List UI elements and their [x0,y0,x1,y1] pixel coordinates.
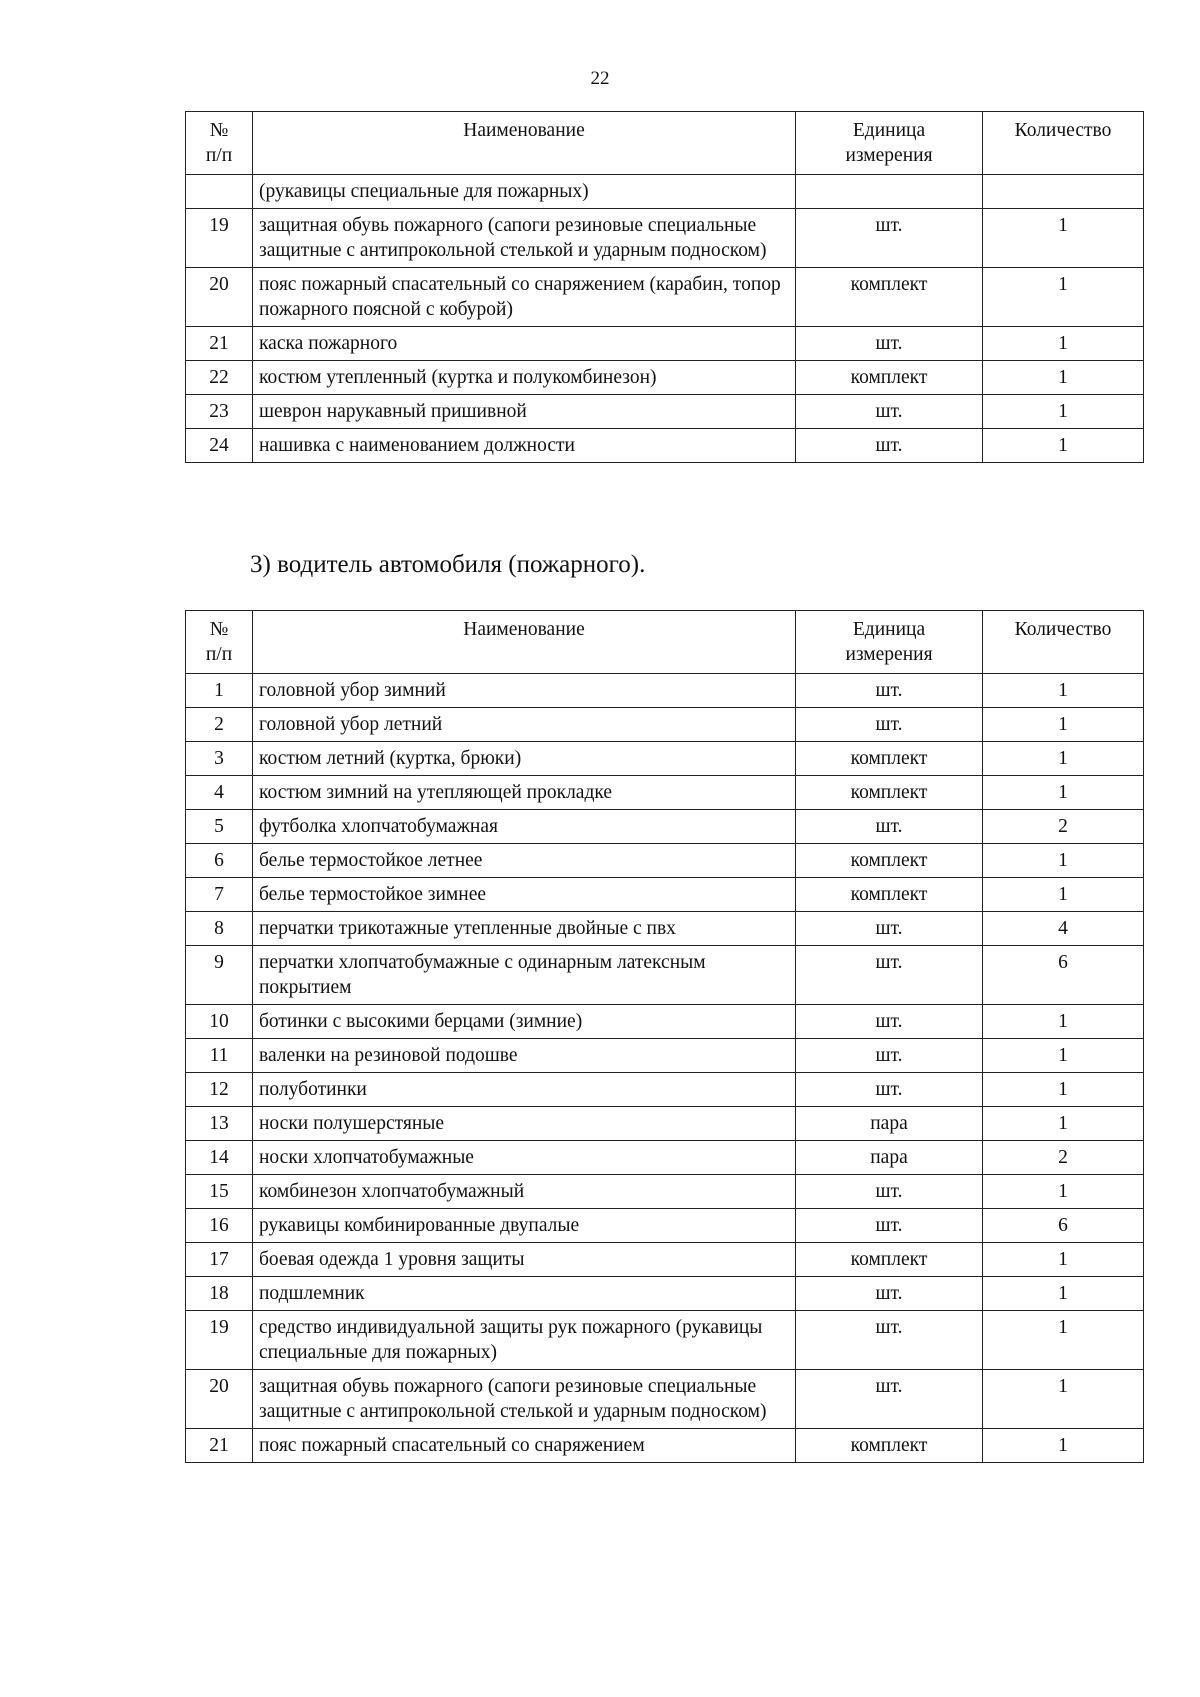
header-text: Единица измерения [845,120,933,166]
item-name: ботинки с высокими берцами (зимние) [253,1005,796,1039]
table-row [186,912,1144,946]
row-number: 9 [186,946,253,1005]
row-number: 11 [186,1039,253,1073]
header-text: Наименование [463,120,585,141]
quantity: 1 [983,674,1144,708]
item-name: полуботинки [253,1073,796,1107]
unit-of-measure: комплект [796,268,983,327]
item-name: костюм утепленный (куртка и полукомбинезон) [253,361,796,395]
item-name: комбинезон хлопчатобумажный [253,1175,796,1209]
unit-of-measure: шт. [796,946,983,1005]
quantity: 4 [983,912,1144,946]
quantity: 1 [983,361,1144,395]
unit-of-measure: комплект [796,361,983,395]
item-name: валенки на резиновой подошве [253,1039,796,1073]
unit-of-measure: шт. [796,429,983,463]
row-number: 8 [186,912,253,946]
table-row [186,844,1144,878]
quantity: 1 [983,1429,1144,1463]
row-number: 5 [186,810,253,844]
column-header-name [253,112,796,175]
header-text: № п/п [205,619,233,665]
unit-of-measure: шт. [796,1005,983,1039]
table-row [186,268,1144,327]
table-row [186,1005,1144,1039]
quantity: 1 [983,1039,1144,1073]
header-text: Единица измерения [845,619,933,665]
row-number: 20 [186,1370,253,1429]
table-body [186,674,1144,1463]
row-number: 23 [186,395,253,429]
row-number: 4 [186,776,253,810]
item-name: перчатки трикотажные утепленные двойные с пвх [253,912,796,946]
row-number: 19 [186,1311,253,1370]
row-number: 16 [186,1209,253,1243]
item-name: средство индивидуальной защиты рук пожарного (рукавицы специальные для пожарных) [253,1311,796,1370]
row-number [186,175,253,209]
unit-of-measure: шт. [796,1039,983,1073]
table-row [186,1107,1144,1141]
table-row [186,361,1144,395]
quantity [983,175,1144,209]
quantity: 1 [983,395,1144,429]
quantity: 6 [983,946,1144,1005]
quantity: 1 [983,1073,1144,1107]
quantity: 1 [983,742,1144,776]
column-header-number [186,112,253,175]
row-number: 20 [186,268,253,327]
item-name: подшлемник [253,1277,796,1311]
unit-of-measure: комплект [796,776,983,810]
item-name: носки хлопчатобумажные [253,1141,796,1175]
quantity: 1 [983,268,1144,327]
table-row [186,1311,1144,1370]
table-row [186,395,1144,429]
table-row [186,429,1144,463]
unit-of-measure: комплект [796,742,983,776]
column-header-quantity [983,611,1144,674]
unit-of-measure: пара [796,1107,983,1141]
item-name: белье термостойкое зимнее [253,878,796,912]
item-name: (рукавицы специальные для пожарных) [253,175,796,209]
quantity: 6 [983,1209,1144,1243]
unit-of-measure: шт. [796,1073,983,1107]
driver-equipment-table [185,610,1144,1463]
quantity: 1 [983,878,1144,912]
quantity: 1 [983,776,1144,810]
unit-of-measure: шт. [796,912,983,946]
row-number: 1 [186,674,253,708]
unit-of-measure [796,175,983,209]
unit-of-measure: пара [796,1141,983,1175]
item-name: носки полушерстяные [253,1107,796,1141]
table-row [186,1039,1144,1073]
item-name: пояс пожарный спасательный со снаряжением (карабин, топор пожарного поясной с кобурой) [253,268,796,327]
quantity: 1 [983,1243,1144,1277]
row-number: 12 [186,1073,253,1107]
column-header-unit [796,112,983,175]
header-text: Количество [1014,120,1112,141]
item-name: пояс пожарный спасательный со снаряжением [253,1429,796,1463]
unit-of-measure: комплект [796,878,983,912]
unit-of-measure: шт. [796,327,983,361]
row-number: 19 [186,209,253,268]
quantity: 1 [983,844,1144,878]
row-number: 22 [186,361,253,395]
table-row [186,1243,1144,1277]
quantity: 2 [983,1141,1144,1175]
table-header-row [186,611,1144,674]
column-header-number [186,611,253,674]
table-row [186,175,1144,209]
table-row [186,1175,1144,1209]
table-row [186,1277,1144,1311]
item-name: белье термостойкое летнее [253,844,796,878]
row-number: 13 [186,1107,253,1141]
page-number: 22 [590,68,610,89]
row-number: 15 [186,1175,253,1209]
section-heading: 3) водитель автомобиля (пожарного). [250,551,646,578]
item-name: рукавицы комбинированные двупалые [253,1209,796,1243]
item-name: защитная обувь пожарного (сапоги резиновые специальные защитные с антипрокольной стелькой и ударным подноском) [253,1370,796,1429]
row-number: 21 [186,327,253,361]
unit-of-measure: шт. [796,1370,983,1429]
table-row [186,1209,1144,1243]
table-row [186,776,1144,810]
unit-of-measure: комплект [796,1243,983,1277]
table-row [186,1429,1144,1463]
quantity: 1 [983,708,1144,742]
unit-of-measure: шт. [796,1175,983,1209]
unit-of-measure: комплект [796,1429,983,1463]
quantity: 1 [983,209,1144,268]
quantity: 1 [983,327,1144,361]
item-name: нашивка с наименованием должности [253,429,796,463]
item-name: каска пожарного [253,327,796,361]
row-number: 3 [186,742,253,776]
unit-of-measure: шт. [796,1311,983,1370]
item-name: шеврон нарукавный пришивной [253,395,796,429]
row-number: 14 [186,1141,253,1175]
equipment-table-continued [185,111,1144,463]
unit-of-measure: шт. [796,395,983,429]
unit-of-measure: шт. [796,810,983,844]
unit-of-measure: шт. [796,1209,983,1243]
quantity: 1 [983,1370,1144,1429]
item-name: боевая одежда 1 уровня защиты [253,1243,796,1277]
header-text: Количество [1014,619,1112,640]
table-row [186,327,1144,361]
unit-of-measure: шт. [796,674,983,708]
header-text: Наименование [463,619,585,640]
item-name: головной убор летний [253,708,796,742]
row-number: 2 [186,708,253,742]
row-number: 10 [186,1005,253,1039]
quantity: 2 [983,810,1144,844]
row-number: 18 [186,1277,253,1311]
row-number: 7 [186,878,253,912]
item-name: футболка хлопчатобумажная [253,810,796,844]
table-body [186,175,1144,463]
item-name: костюм зимний на утепляющей прокладке [253,776,796,810]
row-number: 6 [186,844,253,878]
column-header-unit [796,611,983,674]
item-name: защитная обувь пожарного (сапоги резиновые специальные защитные с антипрокольной стелькой и ударным подноском) [253,209,796,268]
table-row [186,1370,1144,1429]
quantity: 1 [983,1175,1144,1209]
row-number: 17 [186,1243,253,1277]
table-row [186,946,1144,1005]
unit-of-measure: шт. [796,708,983,742]
column-header-name [253,611,796,674]
table-row [186,1073,1144,1107]
quantity: 1 [983,1005,1144,1039]
item-name: перчатки хлопчатобумажные с одинарным латексным покрытием [253,946,796,1005]
table-row [186,209,1144,268]
quantity: 1 [983,429,1144,463]
table-row [186,810,1144,844]
row-number: 24 [186,429,253,463]
table-row [186,1141,1144,1175]
table-row [186,674,1144,708]
table-row [186,742,1144,776]
item-name: головной убор зимний [253,674,796,708]
quantity: 1 [983,1311,1144,1370]
quantity: 1 [983,1277,1144,1311]
unit-of-measure: шт. [796,209,983,268]
table-header-row [186,112,1144,175]
unit-of-measure: шт. [796,1277,983,1311]
table-row [186,878,1144,912]
header-text: № п/п [205,120,233,166]
row-number: 21 [186,1429,253,1463]
table-row [186,708,1144,742]
quantity: 1 [983,1107,1144,1141]
item-name: костюм летний (куртка, брюки) [253,742,796,776]
column-header-quantity [983,112,1144,175]
unit-of-measure: комплект [796,844,983,878]
